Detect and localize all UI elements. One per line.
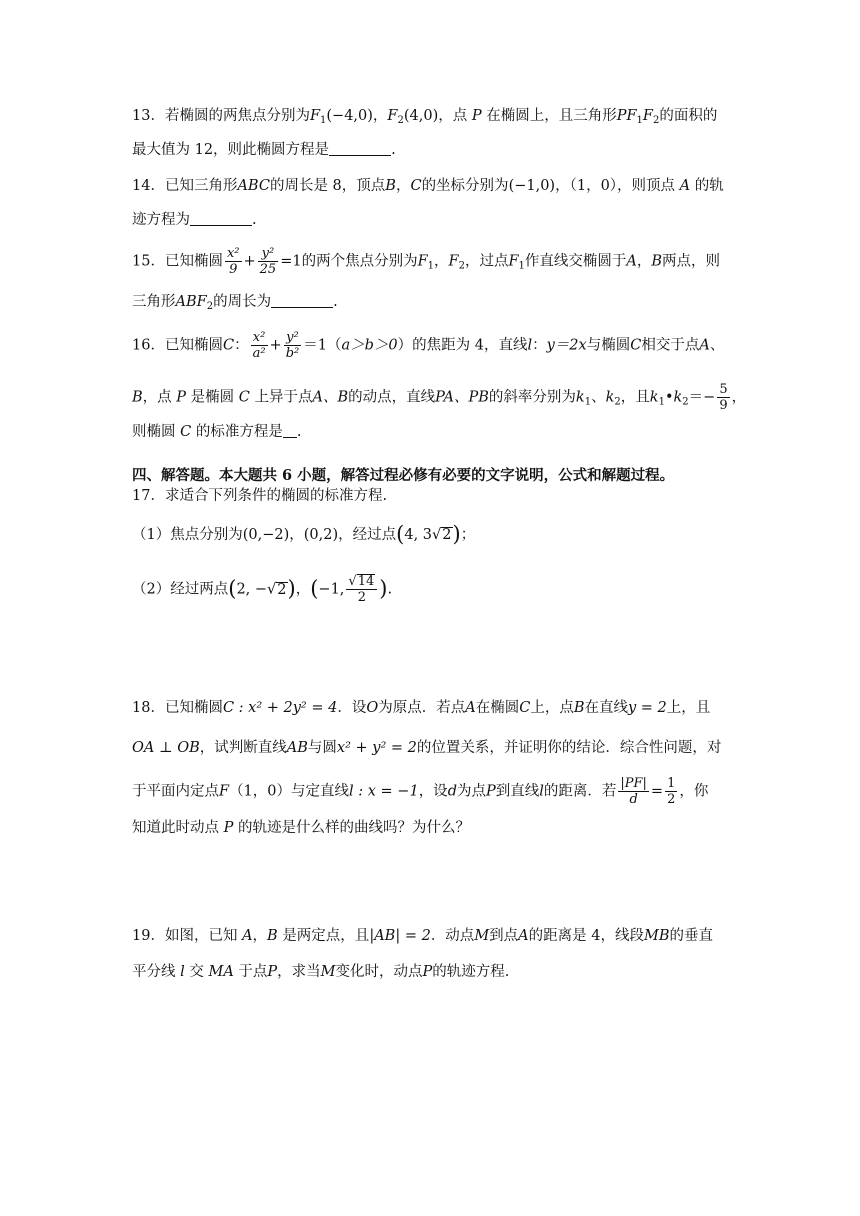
q16-answer-blank[interactable] <box>283 423 297 438</box>
q16-line2-cv: C <box>238 389 250 406</box>
q16-line2-d: 上异于点 <box>254 389 313 406</box>
q14-text: 14．已知三角形 <box>132 178 238 194</box>
q16-c2: C <box>630 337 642 354</box>
q16-text-g: 、 <box>709 337 725 354</box>
q19-m: M <box>474 928 490 944</box>
q15-text-f: 两点，则 <box>662 253 721 270</box>
q17-p2-frac-den: 2 <box>357 590 366 605</box>
q13-f2-val: (4,0) <box>403 108 439 124</box>
q15-f1: F <box>417 253 428 270</box>
q16-line2 <box>132 382 746 413</box>
q18-text-f: 在直线 <box>584 700 628 716</box>
q18-l3-text-c: ，设 <box>418 783 448 800</box>
q16-cond: a＞b＞0 <box>341 337 398 354</box>
q18-l3-text-b: （1，0）与定直线 <box>229 783 350 800</box>
q17-p2-frac-num: √14 <box>346 574 377 590</box>
q19-text-b: 是两定点，且 <box>282 928 370 944</box>
q15-sep: ， <box>434 253 449 270</box>
q18-b: B <box>573 700 585 716</box>
q18-c: C <box>519 700 531 716</box>
q18-circle: x² + y² = 2 <box>336 740 417 756</box>
q13-tri: PF <box>616 108 637 124</box>
q18-text-d: 在椭圆 <box>475 700 520 716</box>
q18-l4-p: P <box>223 820 234 836</box>
q18-frac-half <box>665 776 677 807</box>
q18-frac-pf <box>618 776 649 807</box>
q15-text-e: ， <box>636 253 652 270</box>
q13-text-c: 在椭圆上，且三角形 <box>486 108 617 124</box>
q14-comma: ， <box>395 178 411 194</box>
q15-eq: =1 <box>280 253 302 270</box>
q16-k2-sub: 2 <box>614 396 621 408</box>
q15-line2 <box>132 292 338 317</box>
q13-line1 <box>132 106 717 131</box>
q19-l2-text-b: 交 <box>189 964 204 980</box>
q17-p2-sep: ， <box>295 581 311 598</box>
q16-prod-eq: ＝− <box>688 389 716 406</box>
q19-l2-text-d: ，求当 <box>277 964 321 980</box>
q17-p1-text-b: ，经过点 <box>338 527 397 543</box>
q16-text: 16．已知椭圆 <box>132 337 223 354</box>
q13-line2-text: 最大值为 12，则此椭圆方程是 <box>132 142 330 158</box>
q18-text-e: 上，点 <box>530 700 574 716</box>
q19-line2 <box>132 962 509 982</box>
q17-p2-pt2: −1, <box>318 581 345 598</box>
q17-p2-lparen2: ( <box>310 576 319 601</box>
q16-line2-c: 是椭圆 <box>190 389 235 406</box>
q18-l4-text-b: 的轨迹是什么样的曲线吗？为什么？ <box>237 820 470 836</box>
q19-l2-text-f: 的轨迹方程. <box>432 964 510 980</box>
q13-p: P <box>471 108 482 124</box>
q15-f1-sub: 1 <box>427 260 435 272</box>
q13-text-b: ，点 <box>438 108 468 124</box>
q16-frac1-num: x² <box>251 330 268 346</box>
q19-b: B <box>267 928 278 944</box>
q14-text-d: ，（1，0），则顶点 <box>555 178 676 194</box>
q19-ma: MA <box>208 964 234 980</box>
q17-p1-pt3: 4, 3 <box>404 527 433 543</box>
q16-prod-dot: •k <box>664 389 683 406</box>
q16-c: C <box>222 337 235 354</box>
q17-p1-rparen: ) <box>452 522 461 546</box>
q17-p2-text: （2）经过两点 <box>132 581 229 598</box>
q14-abc: ABC <box>237 178 270 194</box>
q15-abf: ABF <box>175 294 207 310</box>
q16-frac1 <box>251 330 268 361</box>
q16-l: l <box>527 337 533 354</box>
q19-l: l <box>180 964 185 980</box>
q18-text: 18．已知椭圆 <box>132 700 223 716</box>
section4-heading: 四、解答题。本大题共 6 小题，解答过程必修有必要的文字说明，公式和解题过程。 <box>132 467 675 484</box>
q18-l3-text-f: 的距离．若 <box>543 783 617 800</box>
q19-text-c: ．动点 <box>430 928 475 944</box>
q16-text-e: 与椭圆 <box>586 337 631 354</box>
q19-l2-text-c: 于点 <box>238 964 268 980</box>
q15-text-c: ，过点 <box>464 253 509 270</box>
q16-prod-s1: 1 <box>658 396 665 408</box>
q16-line2-a: ，点 <box>142 389 172 406</box>
q15-frac2-num: y² <box>258 246 279 262</box>
q17-p2-frac <box>346 574 377 605</box>
q16-b: B <box>132 389 143 406</box>
q18-line3 <box>132 776 708 807</box>
q16-line3-c: C <box>180 424 192 440</box>
q13-line2 <box>132 140 396 160</box>
q19-l2-text-e: 变化时，动点 <box>335 964 423 980</box>
q17-p2-rparen1: ) <box>287 576 296 601</box>
q18-l3-text-e: 到直线 <box>495 783 540 800</box>
q18-a: A <box>465 700 476 716</box>
q14-c: C <box>410 178 422 194</box>
q16-text-d: ： <box>532 337 547 354</box>
q17-part2: （2）经过两点(2, −√2)，(−1, $\frac{√14}{2}$ ). <box>132 574 393 605</box>
q13-f2: F <box>387 108 398 124</box>
q17-p2-frac-root: 14 <box>357 574 375 589</box>
q18-text-g: 上，且 <box>666 700 711 716</box>
q16-frac2 <box>284 330 302 361</box>
q16-prod-s2: 2 <box>682 396 689 408</box>
q13-tri-s1: 1 <box>636 115 643 126</box>
q13-text-d: 的面积的 <box>659 108 718 124</box>
q15-frac2 <box>258 246 279 277</box>
q16-plus: + <box>269 337 282 354</box>
q15-abf-sub: 2 <box>206 301 214 312</box>
q16-line2-ab: A、B <box>312 389 349 406</box>
q18-lline: l : x = −1 <box>349 783 419 800</box>
q18-frac-eq: = <box>650 783 664 800</box>
q16-colon: ： <box>234 337 249 354</box>
q14-line1 <box>132 176 724 196</box>
q19-m2: M <box>320 964 336 980</box>
q17-p2-rparen2: ) <box>379 576 388 601</box>
q18-text-b: ．设 <box>337 700 367 716</box>
q18-l2-text-c: 的位置关系，并证明你的结论．综合性问题，对 <box>416 740 722 756</box>
q18-f: F <box>219 783 230 800</box>
q18-frac-half-den: 2 <box>667 792 676 807</box>
q17-p1-pt2: (0,2) <box>303 527 339 543</box>
q16-line2-papb: PA、PB <box>435 389 489 406</box>
q14-text-c: 的坐标分别为 <box>421 178 509 194</box>
q15-line1 <box>132 246 720 277</box>
q16-end: . <box>296 424 302 440</box>
q14-text-b: 的周长是 8，顶点 <box>269 178 386 194</box>
q13-f1: F <box>309 108 321 124</box>
q13-f2-sub: 2 <box>397 115 404 126</box>
q16-frac1-den: a² <box>252 346 266 361</box>
q16-line2-f: 的动点，直线 <box>348 389 436 406</box>
q19-p: P <box>267 964 278 980</box>
q14-end: . <box>252 212 257 228</box>
q17-p2-end: . <box>387 581 393 598</box>
q18-eq: C : x² + 2y² = 4 <box>222 700 338 716</box>
q15-plus: + <box>243 253 256 270</box>
q17-p1-pt3-root: 2 <box>442 527 452 543</box>
q16-line3-text-b: 的标准方程是 <box>195 424 283 440</box>
q18-l2-text: ，试判断直线 <box>199 740 287 756</box>
q16-line2-h: 的斜率分别为 <box>488 389 576 406</box>
q15-answer-blank[interactable] <box>271 293 333 308</box>
q18-d: d <box>447 783 457 800</box>
q17-p1-sep: ， <box>289 527 304 543</box>
q17-title: 17．求适合下列条件的椭圆的标准方程. <box>132 488 388 504</box>
q13-f1-val: (−4,0) <box>326 108 373 124</box>
q16-frac-num: 5 <box>719 382 728 397</box>
q18-ab: AB <box>286 740 308 756</box>
q16-frac-result <box>717 382 729 413</box>
q16-line3-text: 则椭圆 <box>132 424 176 440</box>
q18-frac-pf-den: d <box>629 792 638 807</box>
q16-p: P <box>176 389 187 406</box>
q14-pt1: (−1,0) <box>508 178 556 194</box>
q16-text-f: 相交于点 <box>641 337 700 354</box>
q18-l3-text: 于平面内定点 <box>132 783 219 800</box>
q16-k1: k <box>575 389 585 406</box>
q16-text-c: ）的焦距为 4，直线 <box>397 337 528 354</box>
q17-p1-pt1: (0,−2) <box>242 527 290 543</box>
q14-line2-text: 迹方程为 <box>132 212 190 228</box>
q15-line2-text: 三角形 <box>132 294 176 310</box>
q15-frac2-den: 25 <box>259 262 277 277</box>
q15-frac1-den: 9 <box>229 262 238 277</box>
q18-l3-text-g: ，你 <box>679 783 709 800</box>
q18-l2-text-b: 与圆 <box>307 740 337 756</box>
q18-p: P <box>485 783 496 800</box>
q15-f2-sub: 2 <box>458 260 465 272</box>
q16-k1-sub: 1 <box>584 396 592 408</box>
q19-text-d: 到点 <box>489 928 519 944</box>
q15-frac1-num: x² <box>226 246 240 261</box>
q16-line1 <box>132 330 724 361</box>
q16-prod-k: k <box>649 389 659 406</box>
q15-line2-text-b: 的周长为 <box>213 294 272 310</box>
q16-frac2-num: y² <box>284 330 302 346</box>
q18-perp: OA ⊥ OB <box>132 740 200 756</box>
q18-frac-pf-num: |PF| <box>620 776 647 791</box>
q14-b: B <box>385 178 396 194</box>
q16-line-eq: y＝2x <box>546 337 587 354</box>
q14-a: A <box>679 178 691 194</box>
q15-end: . <box>333 294 338 310</box>
q13-tri-s2: 2 <box>652 115 660 126</box>
q19-text-e: 的距离是 4，线段 <box>528 928 644 944</box>
q15-b: B <box>651 253 663 270</box>
q13-f1-sub: 1 <box>320 115 327 126</box>
q14-text-e: 的轨 <box>694 178 724 194</box>
q16-frac-den: 9 <box>719 398 728 413</box>
q16-k2: k <box>605 389 615 406</box>
q18-l4-text: 知道此时动点 <box>132 820 219 836</box>
q13-answer-blank[interactable] <box>329 141 391 156</box>
q18-yline: y = 2 <box>627 700 667 716</box>
q16-text-b: ＝1（ <box>303 337 342 354</box>
q15-text-b: 的两个焦点分别为 <box>301 253 418 270</box>
q19-mb: MB <box>644 928 670 944</box>
q17-p2-lparen1: ( <box>228 576 237 601</box>
q18-line1 <box>132 698 710 718</box>
q15-f2: F <box>448 253 459 270</box>
q18-frac-half-num: 1 <box>667 776 676 791</box>
q15-f1b: F <box>508 253 519 270</box>
q13-end: . <box>391 142 396 158</box>
q17-p1-lparen: ( <box>396 522 405 546</box>
q13-tri-f: F <box>642 108 653 124</box>
q19-text-f: 的垂直 <box>669 928 714 944</box>
q18-line4 <box>132 818 470 838</box>
q16-line3 <box>132 422 301 442</box>
q18-l3-text-d: 为点 <box>456 783 486 800</box>
q16-frac2-den: b² <box>285 346 300 361</box>
q19-abs: |AB| = 2 <box>369 928 431 944</box>
q16-line2-end: ， <box>731 389 747 406</box>
q13-text: 13．若椭圆的两焦点分别为 <box>132 108 310 124</box>
q13-sep: ， <box>372 108 388 124</box>
q16-line2-i: 、 <box>591 389 606 406</box>
q19-sep: ， <box>252 928 268 944</box>
q14-line2 <box>132 210 257 230</box>
q19-line1 <box>132 926 713 946</box>
q14-answer-blank[interactable] <box>190 211 252 226</box>
q19-a2: A <box>518 928 529 944</box>
q15-text: 15．已知椭圆 <box>132 253 223 270</box>
q17-p2-pt1: 2, − <box>236 581 268 598</box>
q17-p1-text: （1）焦点分别为 <box>132 527 243 543</box>
q15-text-d: 作直线交椭圆于 <box>524 253 627 270</box>
q18-line2 <box>132 738 721 758</box>
q19-text: 19．如图，已知 <box>132 928 238 944</box>
q19-l2-text: 平分线 <box>132 964 176 980</box>
q17-part1: （1）焦点分别为(0,−2)，(0,2)，经过点(4, 3√2)； <box>132 522 476 546</box>
q18-l: l <box>539 783 544 800</box>
q17-p1-end: ； <box>460 527 476 543</box>
q16-a: A <box>699 337 710 354</box>
q15-f1b-sub: 1 <box>518 260 525 272</box>
q19-p2: P <box>422 964 433 980</box>
q18-o: O <box>366 700 379 716</box>
q15-a: A <box>626 253 637 270</box>
q15-frac1 <box>225 246 242 277</box>
q17-p2-pt1-root: 2 <box>277 581 287 598</box>
q19-a: A <box>242 928 253 944</box>
q18-text-c: 为原点．若点 <box>378 700 466 716</box>
q16-line2-j: ，且 <box>620 389 650 406</box>
